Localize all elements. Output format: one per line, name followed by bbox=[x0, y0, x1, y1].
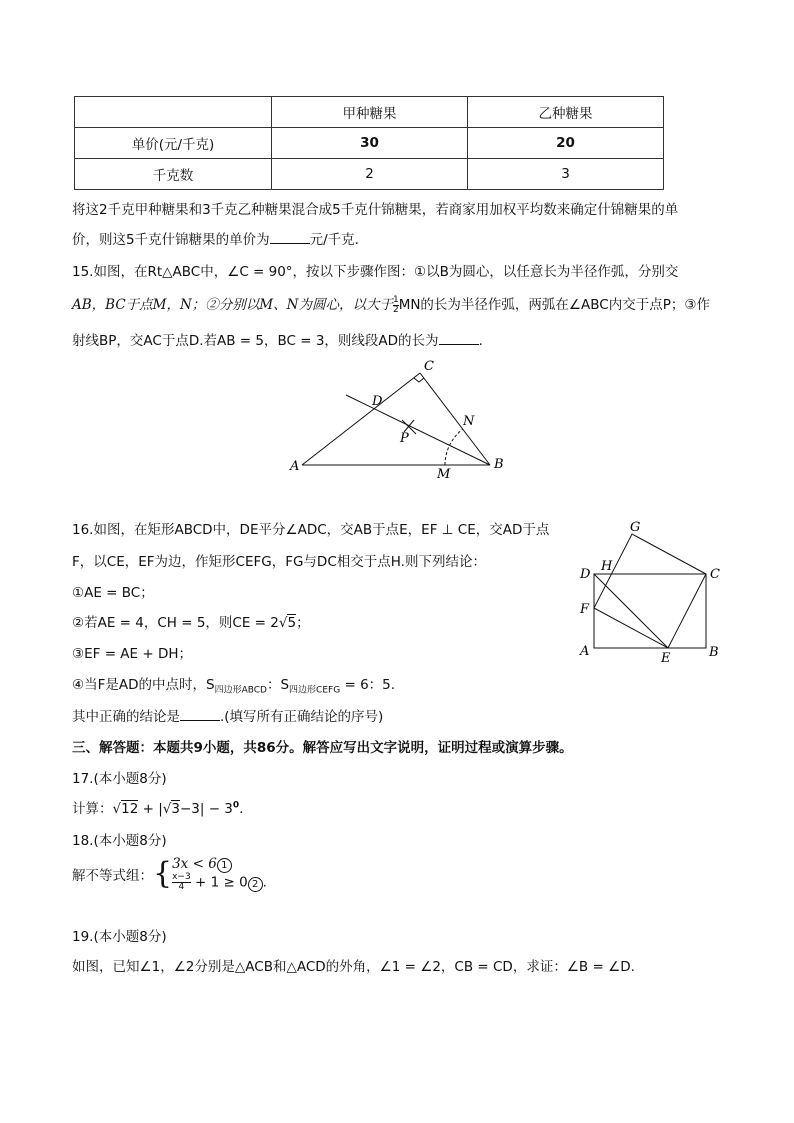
rectangle-abcd bbox=[594, 574, 706, 648]
sqrt-sign: √ bbox=[162, 801, 172, 817]
sqrt-radicand: 5 bbox=[287, 615, 297, 631]
label-n: N bbox=[463, 414, 475, 429]
q16-c4-text: ④当F是AD的中点时，S bbox=[72, 677, 215, 693]
ray-bp bbox=[346, 395, 490, 465]
q17-label: 计算： bbox=[72, 801, 113, 817]
inequality-1-text: 3x < 6 bbox=[172, 856, 217, 872]
fraction-numerator: x−3 bbox=[172, 872, 191, 882]
q14-line2 bbox=[72, 228, 368, 248]
candy-price-table bbox=[74, 96, 664, 190]
table-cell: 3 bbox=[468, 159, 664, 190]
segment-ac bbox=[302, 373, 420, 465]
q16-conclusion-1: ①AE = BC； bbox=[72, 585, 154, 601]
label-e: E bbox=[661, 651, 671, 666]
exponent: 0 bbox=[232, 800, 240, 811]
q17-text: + | bbox=[138, 801, 163, 817]
circled-number: 1 bbox=[217, 858, 232, 873]
inequality-2 bbox=[172, 873, 267, 892]
label-g: G bbox=[630, 520, 641, 535]
label-d: D bbox=[372, 394, 383, 409]
q18-label: 解不等式组： bbox=[72, 868, 153, 884]
q15-text-a: AB，BC于点M，N；②分别以M、N为圆心，以大于 bbox=[72, 297, 393, 313]
q19-head: 19.(本小题8分) bbox=[72, 929, 167, 945]
q17-text: −3| − 3 bbox=[179, 801, 233, 817]
answer-blank bbox=[270, 231, 310, 244]
inequality-system bbox=[172, 856, 267, 892]
q16-answer-text: 其中正确的结论是 bbox=[72, 709, 180, 725]
system-brace: { bbox=[153, 856, 173, 891]
sqrt-sign: √ bbox=[112, 801, 122, 817]
table-header-row bbox=[75, 97, 664, 128]
q16-c2-end: ； bbox=[296, 615, 310, 631]
right-angle-mark bbox=[414, 378, 424, 382]
q17-head: 17.(本小题8分) bbox=[72, 771, 167, 787]
table-cell: 2 bbox=[272, 159, 468, 190]
q18-end: . bbox=[262, 874, 267, 891]
label-m: M bbox=[437, 467, 451, 482]
q15-text-b: MN的长为半径作弧，两弧在∠ABC内交于点P；③作 bbox=[398, 297, 710, 313]
fraction-numerator: 1 bbox=[392, 294, 399, 305]
area-subscript: 四边形CEFG bbox=[289, 685, 341, 696]
table-cell: 单价(元/千克) bbox=[75, 128, 272, 159]
label-a: A bbox=[580, 644, 590, 659]
answer-blank bbox=[439, 332, 479, 345]
area-subscript: 四边形ABCD bbox=[214, 685, 267, 696]
table-cell: 20 bbox=[468, 128, 664, 159]
label-c: C bbox=[710, 567, 720, 582]
answer-blank bbox=[180, 708, 220, 721]
q15-text-c: 射线BP，交AC于点D.若AB = 5，BC = 3，则线段AD的长为 bbox=[72, 333, 439, 349]
q18-system bbox=[72, 856, 267, 892]
q17-expression bbox=[72, 797, 243, 817]
table-row bbox=[75, 159, 664, 190]
fraction bbox=[172, 873, 191, 892]
label-h: H bbox=[601, 559, 613, 574]
segment-cb bbox=[420, 373, 490, 465]
table-header-cell: 乙种糖果 bbox=[468, 97, 664, 128]
q15-line1: 15.如图，在Rt△ABC中，∠C = 90°，按以下步骤作图：①以B为圆心，以任意长为半径作弧，分别交 bbox=[72, 264, 679, 280]
table-header-cell: 甲种糖果 bbox=[272, 97, 468, 128]
q16-rectangle-figure bbox=[572, 515, 732, 670]
q15-text-d: ． bbox=[478, 333, 493, 349]
section-3-title: 三、解答题：本题共9小题，共86分。解答应写出文字说明，证明过程或演算步骤。 bbox=[72, 740, 573, 756]
fraction-denominator: 4 bbox=[178, 882, 185, 892]
table-row bbox=[75, 128, 664, 159]
q16-answer-hint: .(填写所有正确结论的序号) bbox=[220, 709, 384, 725]
inequality-2-text: + 1 ≥ 0 bbox=[190, 874, 248, 891]
table-header-cell bbox=[75, 97, 272, 128]
q14-text-a: 价，则这5千克什锦糖果的单价为 bbox=[72, 232, 270, 248]
label-p: P bbox=[400, 431, 409, 446]
q19-text: 如图，已知∠1，∠2分别是△ACB和△ACD的外角，∠1 = ∠2，CB = CD，求证：∠B = ∠D. bbox=[72, 959, 635, 975]
label-a: A bbox=[290, 459, 300, 474]
q16-c4-text: = 6：5. bbox=[340, 677, 396, 693]
q16-conclusion-4 bbox=[72, 673, 395, 696]
fraction-denominator: 2 bbox=[392, 304, 399, 315]
table-cell: 千克数 bbox=[75, 159, 272, 190]
inequality-1 bbox=[172, 856, 267, 873]
label-f: F bbox=[580, 602, 590, 617]
q15-triangle-figure bbox=[280, 358, 510, 483]
q17-end: . bbox=[239, 801, 244, 817]
sqrt-radicand: 3 bbox=[171, 801, 180, 817]
q15-line3 bbox=[72, 329, 492, 349]
segment-de bbox=[594, 574, 668, 648]
q16-conclusion-3: ③EF = AE + DH； bbox=[72, 646, 192, 662]
label-b: B bbox=[494, 457, 504, 472]
q18-head: 18.(本小题8分) bbox=[72, 833, 167, 849]
q16-c4-text: ：S bbox=[266, 677, 290, 693]
label-c: C bbox=[424, 359, 434, 374]
q14-text-b: 元/千克． bbox=[309, 232, 369, 248]
q15-line2 bbox=[72, 293, 710, 315]
q16-line2: F，以CE，EF为边，作矩形CEFG，FG与DC相交于点H.则下列结论： bbox=[72, 554, 486, 570]
q16-conclusion-2 bbox=[72, 611, 310, 631]
q16-answer-line bbox=[72, 705, 383, 725]
sqrt-radicand: 12 bbox=[121, 801, 139, 817]
label-b: B bbox=[709, 645, 719, 660]
label-d: D bbox=[580, 567, 591, 582]
table-cell: 30 bbox=[272, 128, 468, 159]
q16-c2-text: ②若AE = 4，CH = 5，则CE = 2 bbox=[72, 615, 279, 631]
circled-number: 2 bbox=[248, 877, 263, 892]
sqrt-sign: √ bbox=[278, 615, 288, 631]
q16-line1: 16.如图，在矩形ABCD中，DE平分∠ADC，交AB于点E，EF ⊥ CE，交AD于点 bbox=[72, 522, 550, 538]
q14-line1: 将这2千克甲种糖果和3千克乙种糖果混合成5千克什锦糖果，若商家用加权平均数来确定什锦糖果的单 bbox=[72, 202, 679, 218]
